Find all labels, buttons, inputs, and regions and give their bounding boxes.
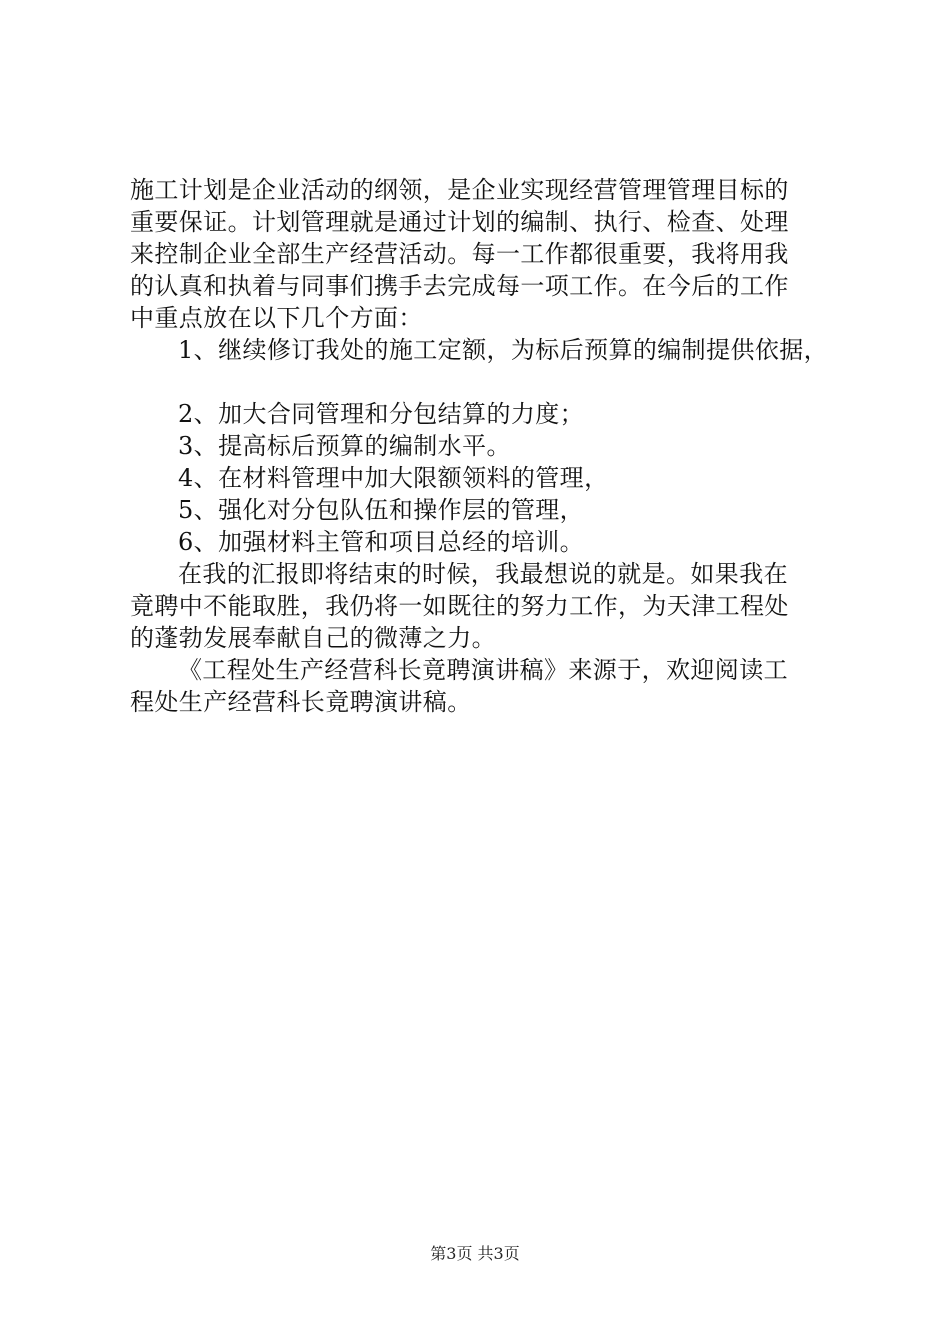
list-item: 6、加强材料主管和项目总经的培训。 [178,528,585,556]
focus-list [130,334,842,558]
document-body [130,174,842,718]
text-line: 《工程处生产经营科长竟聘演讲稿》来源于，欢迎阅读工 [178,656,788,684]
text-line: 中重点放在以下几个方面： [130,304,423,332]
text-line: 施工计划是企业活动的纲领，是企业实现经营管理管理目标的 [130,176,789,204]
text-line: 竟聘中不能取胜，我仍将一如既往的努力工作，为天津工程处 [130,592,789,620]
source-note-paragraph [130,654,842,718]
page-number-footer: 第3页 共3页 [430,1244,520,1263]
list-item: 5、强化对分包队伍和操作层的管理， [178,496,585,524]
text-line: 程处生产经营科长竟聘演讲稿。 [130,688,472,716]
text-line: 在我的汇报即将结束的时候，我最想说的就是。如果我在 [178,560,788,588]
intro-paragraph [130,174,842,334]
text-line: 的认真和执着与同事们携手去完成每一项工作。在今后的工作 [130,272,789,300]
text-line: 重要保证。计划管理就是通过计划的编制、执行、检查、处理 [130,208,789,236]
list-item: 2、加大合同管理和分包结算的力度； [178,400,585,428]
list-item: 4、在材料管理中加大限额领料的管理， [178,464,609,492]
blank-line [130,366,842,398]
text-line: 的蓬勃发展奉献自己的微薄之力。 [130,624,496,652]
list-item: 3、提高标后预算的编制水平。 [178,432,511,460]
closing-paragraph [130,558,842,654]
list-item: 1、继续修订我处的施工定额，为标后预算的编制提供依据， [178,336,829,364]
text-line: 来控制企业全部生产经营活动。每一工作都很重要，我将用我 [130,240,789,268]
